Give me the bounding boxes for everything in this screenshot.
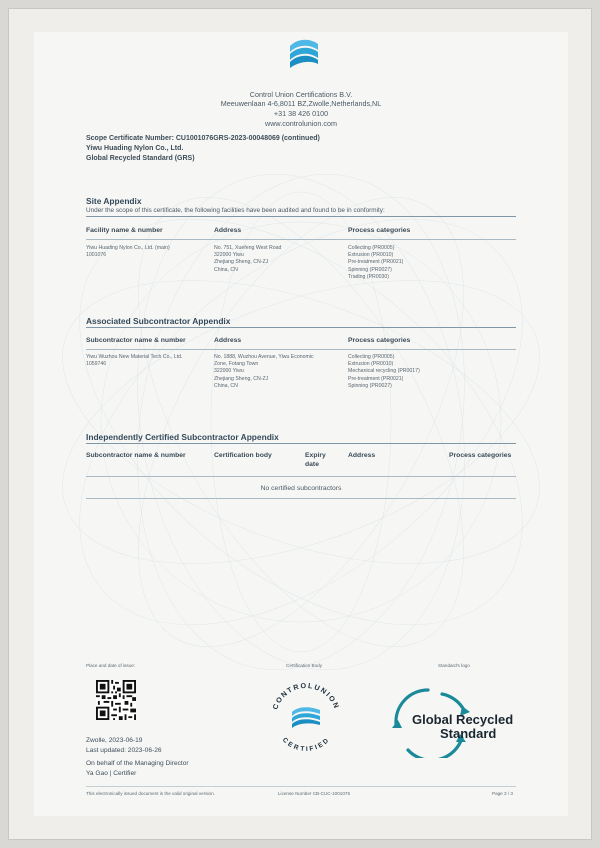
table-cell-facility: Yiwu Huading Nylon Co., Ltd. (main) 1001076 xyxy=(86,245,170,259)
qr-code[interactable] xyxy=(96,680,136,720)
issuer-website: www.controlunion.com xyxy=(265,119,337,128)
table-cell-processes: Collecting (PR0005) Extrusion (PR0010) Pre-treatment (PR0021) Spinning (PR0027) Trading (PR0030) xyxy=(348,245,404,280)
certified-standard: Global Recycled Standard (GRS) xyxy=(86,155,195,162)
certificate-page xyxy=(34,32,568,816)
recycle-arc-icon xyxy=(442,694,464,710)
column-header: Address xyxy=(214,337,242,344)
grs-logo-line1: Global Recycled xyxy=(412,712,514,727)
grs-logo-line2: Standard xyxy=(440,726,497,741)
table-cell-address: No. 1888, Wuzhou Avenue, Yiwu Economic Zone, Fotang Town 322000 Yiwu Zhejiang Sheng, CN-ZJ China, CN xyxy=(214,354,314,389)
place-and-date: Zwolle, 2023-06-19 xyxy=(86,737,143,744)
divider xyxy=(86,476,516,477)
issuer-phone: +31 38 426 0100 xyxy=(273,109,329,118)
certification-body-label: Certification Body xyxy=(286,663,323,668)
svg-text:CERTIFIED xyxy=(281,737,331,754)
certified-company: Yiwu Huading Nylon Co., Ltd. xyxy=(86,145,184,152)
recycle-arc-icon xyxy=(408,738,462,758)
svg-text:CONTROLUNION xyxy=(270,681,341,711)
table-cell-subcontractor: Yiwu Wuzhou New Material Tech Co., Ltd. 1059746 xyxy=(86,354,183,368)
independent-appendix-title: Independently Certified Subcontractor Appendix xyxy=(86,432,279,442)
column-header: Address xyxy=(348,452,376,459)
seal-wave-icon xyxy=(292,707,320,728)
divider xyxy=(86,443,516,444)
empty-subcontractors-message: No certified subcontractors xyxy=(260,485,342,492)
seal-top-text: CONTROLUNION xyxy=(270,680,342,711)
issuer-name: Control Union Certifications B.V. xyxy=(249,90,353,99)
associated-appendix-title: Associated Subcontractor Appendix xyxy=(86,316,231,326)
standards-logo-label: Standard's logo xyxy=(438,663,470,668)
divider xyxy=(86,239,516,240)
license-number: License Number CB-CUC-1001076 xyxy=(278,791,351,796)
last-updated: Last updated: 2023-06-26 xyxy=(86,747,162,754)
column-header: Subcontractor name & number xyxy=(86,337,186,344)
column-header: Expiry date xyxy=(305,452,326,468)
issuer-address: Meeuwenlaan 4-6,8011 BZ,Zwolle,Netherlands,NL xyxy=(220,99,382,108)
column-header: Certification body xyxy=(214,452,272,459)
certificate-frame xyxy=(8,8,592,840)
control-union-logo-icon xyxy=(288,36,320,70)
on-behalf-of: On behalf of the Managing Director xyxy=(86,760,189,767)
divider xyxy=(86,327,516,328)
site-appendix-subtitle: Under the scope of this certificate, the following facilities have been audited and found to be in conformity: xyxy=(86,207,385,214)
global-recycled-standard-logo xyxy=(384,680,534,758)
column-header: Process categories xyxy=(449,452,512,459)
divider xyxy=(86,498,516,499)
scope-certificate-number: Scope Certificate Number: CU1001076GRS-2023-00048069 (continued) xyxy=(86,135,320,142)
column-header: Process categories xyxy=(348,337,411,344)
seal-bottom-text: CERTIFIED xyxy=(280,736,332,754)
column-header: Address xyxy=(214,227,242,234)
place-date-label: Place and date of issue: xyxy=(86,663,136,668)
site-appendix-title: Site Appendix xyxy=(86,196,142,206)
column-header: Facility name & number xyxy=(86,227,163,234)
certifier-name: Ya Gao | Certifier xyxy=(86,770,137,777)
control-union-certified-seal xyxy=(266,678,346,758)
page-number: Page 3 / 3 xyxy=(492,791,513,796)
column-header: Process categories xyxy=(348,227,411,234)
table-cell-processes: Collecting (PR0005) Extrusion (PR0010) Mechanical recycling (PR0017) Pre-treatment (PR0021) Spinning (PR0027) xyxy=(348,354,420,389)
table-cell-address: No. 751, Xuefeng West Road 322000 Yiwu Zhejiang Sheng, CN-ZJ China, CN xyxy=(214,245,282,273)
divider xyxy=(86,786,516,787)
divider xyxy=(86,349,516,350)
column-header: Subcontractor name & number xyxy=(86,452,186,459)
disclaimer: This electronically issued document is the valid original version. xyxy=(86,791,215,796)
divider xyxy=(86,216,516,217)
